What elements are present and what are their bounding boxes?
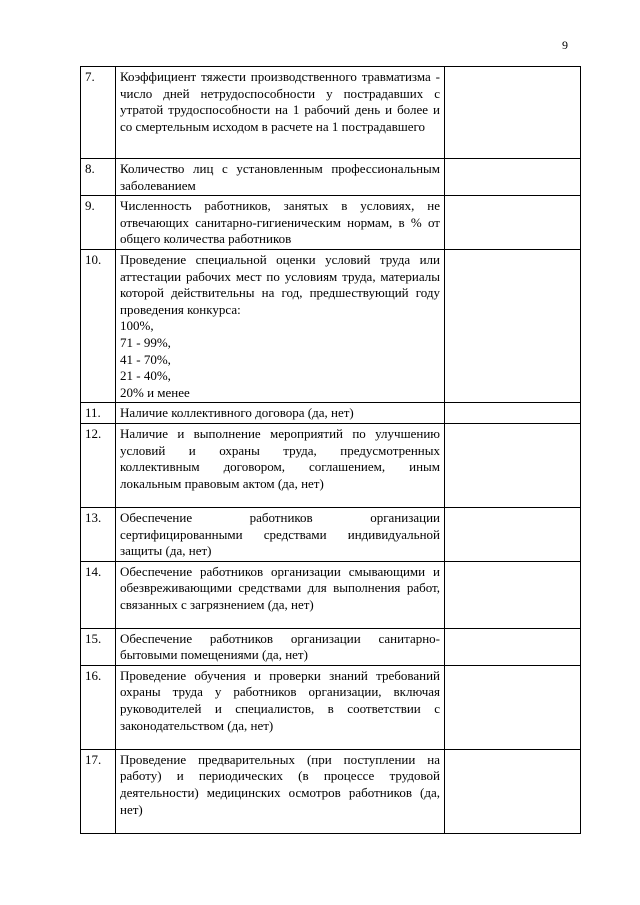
criterion-text: Численность работников, занятых в условиях, не отвечающих санитарно-гигиеническим нормам, в % от общего количества работников (116, 196, 445, 250)
table-row (81, 67, 581, 159)
table-row (81, 423, 581, 507)
criterion-value-cell (445, 159, 581, 196)
criterion-text: Обеспечение работников организации сертифицированными средствами индивидуальной защиты (да, нет) (116, 507, 445, 561)
table-row (81, 628, 581, 665)
table-row (81, 749, 581, 833)
criterion-value-cell (445, 749, 581, 833)
table-row (81, 665, 581, 749)
criterion-text: Коэффициент тяжести производственного травматизма - число дней нетрудоспособности у пострадавших с утратой трудоспособности на 1 рабочий день и более и со смертельным исходом в расчете на 1 пострадавшего (116, 67, 445, 159)
table-row (81, 196, 581, 250)
criterion-value-cell (445, 628, 581, 665)
row-number: 14. (81, 561, 116, 628)
table-row (81, 249, 581, 402)
criterion-value-cell (445, 665, 581, 749)
criterion-value-cell (445, 423, 581, 507)
criterion-value-cell (445, 561, 581, 628)
criterion-text: Проведение специальной оценки условий труда или аттестации рабочих мест по условиям труда, материалы которой действительны на год, предшествующий году проведения конкурса: 100%, 71 - 99%, 41 - 70%, 21 - 40%, 20% и менее (116, 249, 445, 402)
table-row (81, 159, 581, 196)
table-row (81, 403, 581, 424)
criterion-value-cell (445, 249, 581, 402)
row-number: 8. (81, 159, 116, 196)
row-number: 17. (81, 749, 116, 833)
table-row (81, 507, 581, 561)
row-number: 10. (81, 249, 116, 402)
row-number: 13. (81, 507, 116, 561)
row-number: 9. (81, 196, 116, 250)
row-number: 12. (81, 423, 116, 507)
criterion-text: Проведение предварительных (при поступлении на работу) и периодических (в процессе трудовой деятельности) медицинских осмотров работников (да, нет) (116, 749, 445, 833)
row-number: 11. (81, 403, 116, 424)
row-number: 16. (81, 665, 116, 749)
criterion-text: Количество лиц с установленным профессиональным заболеванием (116, 159, 445, 196)
page-number: 9 (562, 38, 568, 52)
row-number: 15. (81, 628, 116, 665)
criterion-text: Проведение обучения и проверки знаний требований охраны труда у работников организации, включая руководителей и специалистов, в соответствии с законодательством (да, нет) (116, 665, 445, 749)
criterion-text: Наличие и выполнение мероприятий по улучшению условий и охраны труда, предусмотренных коллективным договором, соглашением, иным локальным правовым актом (да, нет) (116, 423, 445, 507)
criteria-table-body (81, 67, 581, 834)
criterion-text: Наличие коллективного договора (да, нет) (116, 403, 445, 424)
table-row (81, 561, 581, 628)
criterion-value-cell (445, 196, 581, 250)
criteria-table (80, 66, 581, 834)
criterion-value-cell (445, 403, 581, 424)
criterion-value-cell (445, 67, 581, 159)
row-number: 7. (81, 67, 116, 159)
criterion-text: Обеспечение работников организации смывающими и обезвреживающими средствами для выполнения работ, связанных с загрязнением (да, нет) (116, 561, 445, 628)
criterion-value-cell (445, 507, 581, 561)
criterion-text: Обеспечение работников организации санитарно-бытовыми помещениями (да, нет) (116, 628, 445, 665)
